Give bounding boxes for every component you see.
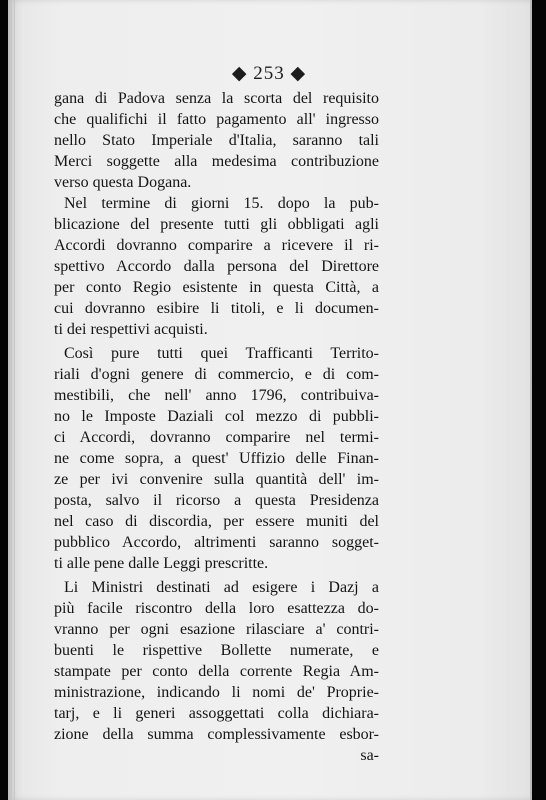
text-line: nello Stato Imperiale d'Italia, saranno tali [54,132,379,149]
text-line: Accordi dovranno comparire a ricevere il ri- [54,237,379,254]
text-line: ti alle pene dalle Leggi prescritte. [54,555,269,572]
text-line: più facile riscontro della loro esattezza do- [54,600,379,617]
catchword: sa- [360,747,379,764]
page-header [8,62,530,85]
text-line: nel caso di discordia, per essere muniti del [54,513,379,530]
text-line: posta, salvo il ricorso a questa Presidenza [54,492,379,509]
text-line: zione della summa complessivamente esbor- [54,726,379,743]
text-line: ci Accordi, dovranno comparire nel termi- [54,429,379,446]
text-line: buenti le rispettive Bollette numerate, e [54,642,379,659]
text-line: Li Ministri destinati ad esigere i Dazj a [64,579,379,596]
page-number: ◆ 253 ◆ [231,63,307,84]
body-text [54,88,379,766]
text-line: cui dovranno esibire li titoli, e li documen- [54,300,379,317]
text-line: ministrazione, indicando li nomi de' Proprie- [54,684,379,701]
text-line: tarj, e li generi assoggettati colla dichiara- [54,705,379,722]
text-line: Nel termine di giorni 15. dopo la pub- [64,195,379,212]
text-line: stampate per conto della corrente Regia Am- [54,663,379,680]
page-edge-line [11,0,12,800]
text-line: pubblico Accordo, altrimenti saranno sogget- [54,534,379,551]
text-line: Merci soggette alla medesima contribuzione [54,153,379,170]
text-line: ti dei respettivi acquisti. [54,321,208,338]
text-line: ne come sopra, a quest' Uffizio delle Finan- [54,450,379,467]
text-line: vranno per ogni esazione rilasciare a' contri- [54,621,379,638]
text-line: verso questa Dogana. [54,174,192,191]
text-line: blicazione del presente tutti gli obbligati agli [54,216,379,233]
text-line: mestibili, che nell' anno 1796, contribuiva- [54,387,379,404]
text-line: ze per ivi convenire sulla quantità dell' im- [54,471,379,488]
text-line: no le Imposte Daziali col mezzo di pubbli- [54,408,379,425]
book-page [8,0,532,800]
text-line: riali d'ogni genere di commercio, e di com- [54,366,379,383]
text-line: spettivo Accordo dalla persona del Direttore [54,258,379,275]
text-line: per conto Regio esistente in questa Città, a [54,279,379,296]
text-line: gana di Padova senza la scorta del requisito [54,90,379,107]
text-line: Così pure tutti quei Trafficanti Territo- [64,345,379,362]
text-line: che qualifichi il fatto pagamento all' ingresso [54,111,379,128]
page-edge-line [14,0,15,800]
